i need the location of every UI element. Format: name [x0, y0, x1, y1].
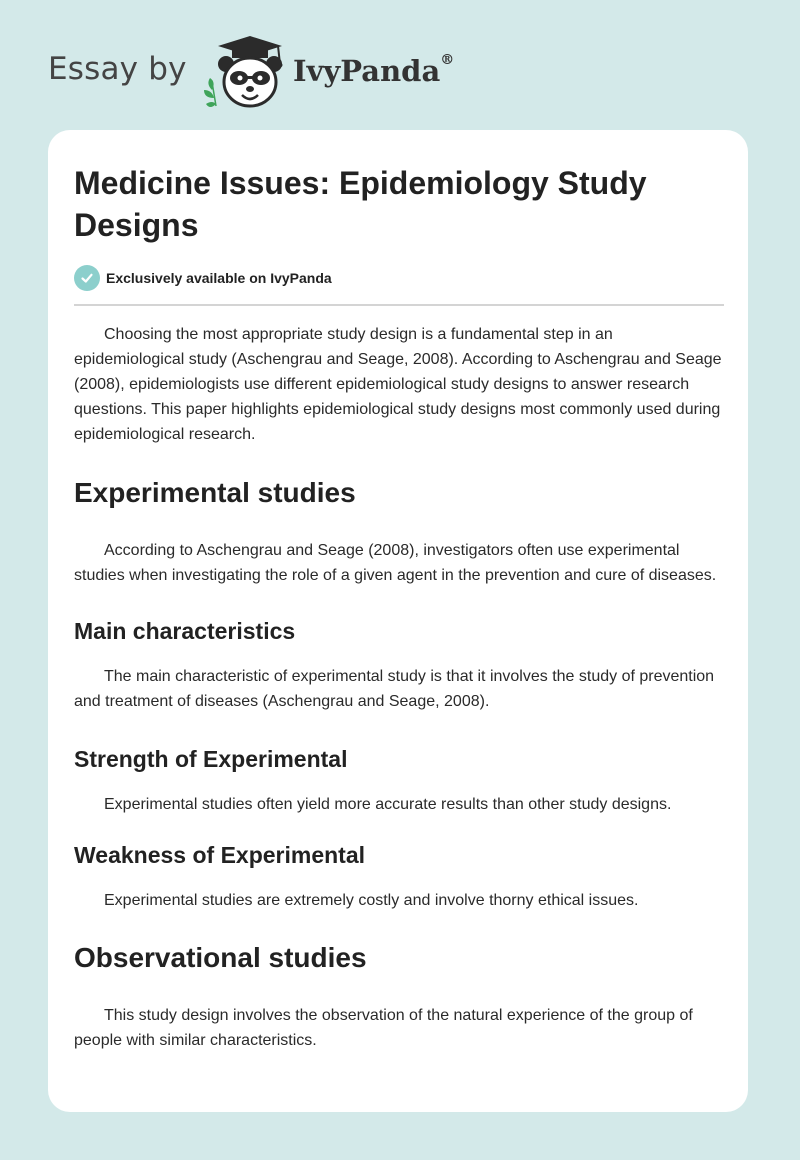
subheading-main-characteristics: Main characteristics [74, 618, 296, 644]
subheading-weakness: Weakness of Experimental [74, 842, 366, 868]
divider [74, 304, 724, 306]
essay-content [74, 162, 724, 1053]
check-icon [74, 265, 100, 291]
brand-name[interactable]: IvyPanda® [293, 52, 455, 88]
section-heading-observational: Observational studies [74, 942, 367, 973]
subheading-strength: Strength of Experimental [74, 746, 348, 772]
panda-logo-icon[interactable] [200, 34, 286, 110]
strength-paragraph: Experimental studies often yield more accurate results than other study designs. [104, 796, 672, 813]
intro-paragraph: Choosing the most appropriate study design is a fundamental step in an epidemiological study (Aschengrau and Seage, 2008). According to Aschengrau and Seage (2008), epidemiologists use different epidemiological study designs to answer research questions. This paper highlights epidemiological study designs most commonly used during epidemiological research. [74, 326, 722, 443]
page-title: Medicine Issues: Epidemiology Study Designs [74, 165, 647, 243]
essay-card [48, 130, 748, 1112]
exclusive-badge-label: Exclusively available on IvyPanda [106, 270, 332, 286]
weakness-paragraph: Experimental studies are extremely costly and involve thorny ethical issues. [104, 892, 639, 909]
site-header [48, 34, 508, 114]
section-heading-experimental: Experimental studies [74, 477, 356, 508]
main-characteristics-paragraph: The main characteristic of experimental study is that it involves the study of prevention and treatment of diseases (Aschengrau and Seage, 2008). [74, 668, 715, 710]
brand-prefix: Essay by [48, 51, 187, 87]
exclusive-badge [74, 264, 724, 292]
observational-paragraph: This study design involves the observation of the natural experience of the group of people with similar characteristics. [74, 1007, 693, 1049]
experimental-paragraph: According to Aschengrau and Seage (2008), investigators often use experimental studies when investigating the role of a given agent in the prevention and cure of diseases. [74, 542, 717, 584]
